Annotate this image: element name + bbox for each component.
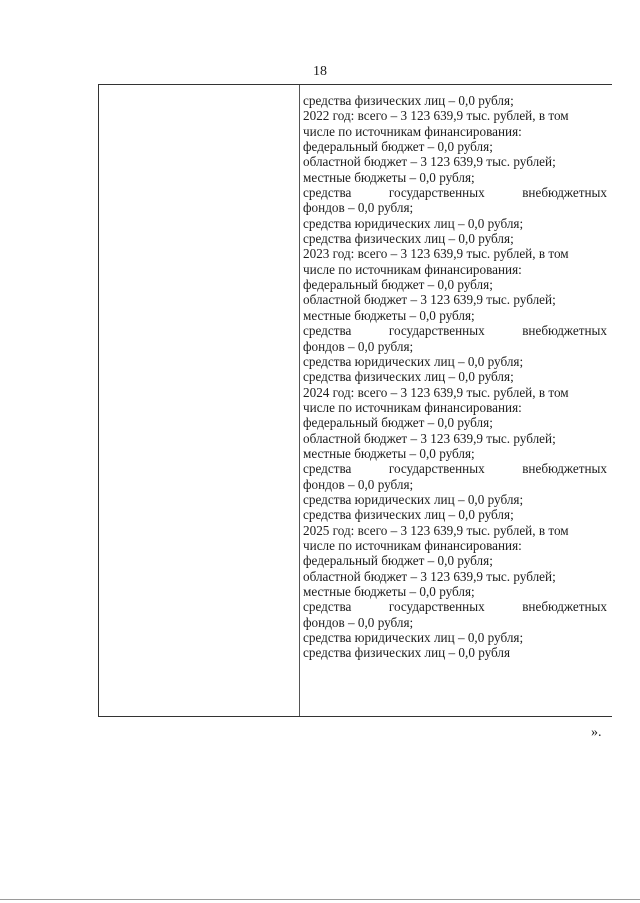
text-line: местные бюджеты – 0,0 рубля; [303, 445, 475, 461]
text-word: средства [303, 185, 352, 201]
text-line: средства физических лиц – 0,0 рубля [303, 645, 511, 661]
text-line: средства физических лиц – 0,0 рубля; [303, 507, 514, 523]
text-line-justified [303, 323, 607, 338]
text-line: числе по источникам финансирования: [303, 399, 522, 415]
text-line: средства юридических лиц – 0,0 рубля; [303, 215, 524, 231]
text-line: фондов – 0,0 рубля; [303, 476, 414, 492]
column-divider [299, 85, 300, 716]
text-word: государственных [388, 185, 485, 201]
text-word: средства [303, 323, 352, 339]
text-word: государственных [388, 461, 485, 477]
text-line: числе по источникам финансирования: [303, 123, 522, 139]
text-line: 2025 год: всего – 3 123 639,9 тыс. рублей, в том [303, 522, 569, 538]
text-line: областной бюджет – 3 123 639,9 тыс. рублей; [303, 430, 556, 446]
text-line: средства юридических лиц – 0,0 рубля; [303, 630, 524, 646]
text-line: средства юридических лиц – 0,0 рубля; [303, 491, 524, 507]
text-line: местные бюджеты – 0,0 рубля; [303, 584, 475, 599]
text-line: областной бюджет – 3 123 639,9 тыс. рублей; [303, 154, 556, 170]
text-line: областной бюджет – 3 123 639,9 тыс. рублей; [303, 292, 556, 308]
text-line: местные бюджеты – 0,0 рубля; [303, 307, 475, 323]
text-line: федеральный бюджет – 0,0 рубля; [303, 139, 493, 155]
text-line-justified [303, 185, 607, 200]
text-word: средства [303, 599, 352, 615]
text-word: государственных [388, 323, 485, 339]
text-word: внебюджетных [522, 185, 607, 201]
text-word: средства [303, 461, 352, 477]
text-line-justified [303, 599, 607, 614]
text-line: средства физических лиц – 0,0 рубля; [303, 93, 514, 108]
funding-table [98, 84, 612, 717]
text-line: федеральный бюджет – 0,0 рубля; [303, 553, 493, 569]
text-word: внебюджетных [522, 599, 607, 615]
text-line: местные бюджеты – 0,0 рубля; [303, 169, 475, 185]
text-line: фондов – 0,0 рубля; [303, 200, 414, 216]
funding-text-cell [303, 93, 607, 661]
text-line: федеральный бюджет – 0,0 рубля; [303, 277, 493, 293]
text-line: фондов – 0,0 рубля; [303, 338, 414, 354]
text-word: внебюджетных [522, 461, 607, 477]
closing-quote-mark: ». [591, 725, 602, 740]
text-word: государственных [388, 599, 485, 615]
text-word: внебюджетных [522, 323, 607, 339]
table-left-cell [99, 85, 299, 716]
text-line: числе по источникам финансирования: [303, 537, 522, 553]
text-line: фондов – 0,0 рубля; [303, 614, 414, 630]
text-line: 2022 год: всего – 3 123 639,9 тыс. рублей, в том [303, 108, 569, 124]
page-number: 18 [313, 64, 327, 79]
bottom-rule [0, 899, 640, 900]
text-line: средства физических лиц – 0,0 рубля; [303, 369, 514, 385]
text-line: 2024 год: всего – 3 123 639,9 тыс. рублей, в том [303, 384, 569, 400]
text-line: средства юридических лиц – 0,0 рубля; [303, 353, 524, 369]
text-line: федеральный бюджет – 0,0 рубля; [303, 415, 493, 431]
text-line: средства физических лиц – 0,0 рубля; [303, 231, 514, 247]
text-line: 2023 год: всего – 3 123 639,9 тыс. рублей, в том [303, 246, 569, 262]
text-line: числе по источникам финансирования: [303, 261, 522, 277]
text-line: областной бюджет – 3 123 639,9 тыс. рублей; [303, 568, 556, 584]
text-line-justified [303, 461, 607, 476]
